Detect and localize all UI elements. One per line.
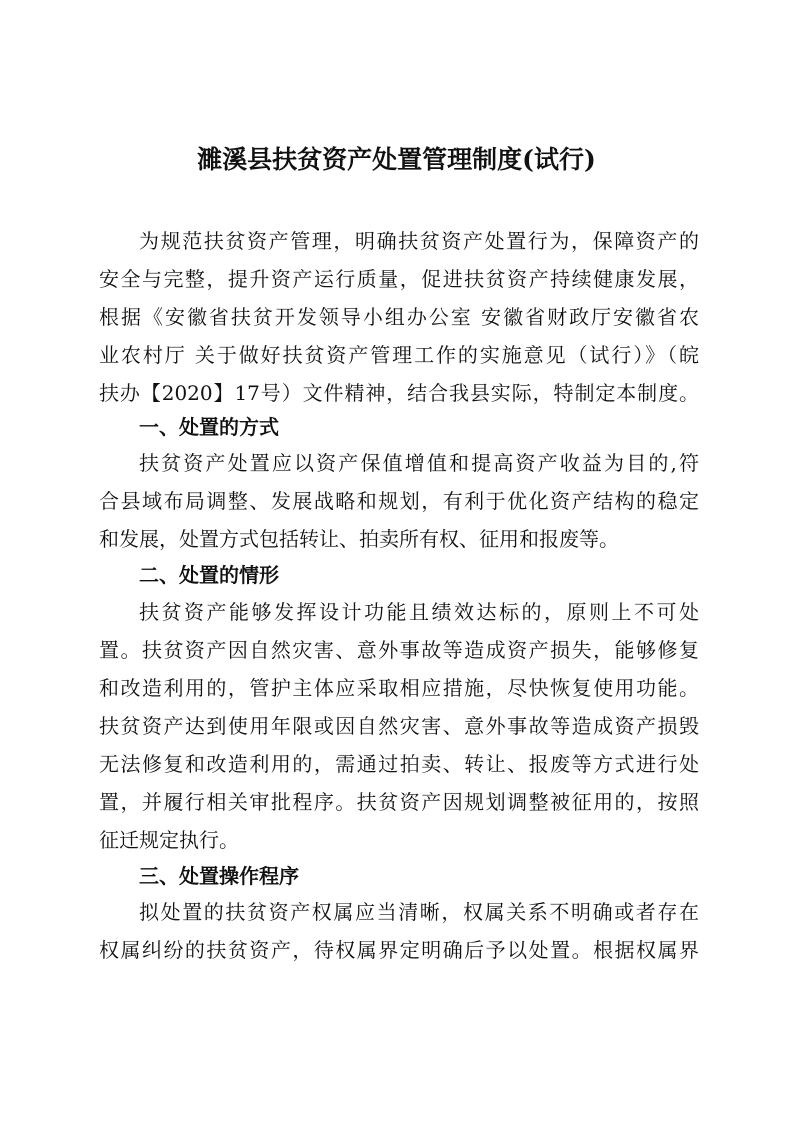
document-title: 濉溪县扶贫资产处置管理制度(试行) [197, 145, 596, 174]
intro-line: 业农村厅 关于做好扶贫资产管理工作的实施意见（试行）》（皖 [99, 343, 699, 367]
paragraph-line: 权属纠纷的扶贫资产，待权属界定明确后予以处置。根据权属界 [99, 938, 699, 962]
intro-line: 根据《安徽省扶贫开发领导小组办公室 安徽省财政厅安徽省农 [99, 305, 699, 329]
paragraph-line: 和发展，处置方式包括转让、拍卖所有权、征用和报废等。 [99, 527, 619, 551]
paragraph-line: 扶贫资产处置应以资产保值增值和提高资产收益为目的,符 [139, 451, 699, 475]
paragraph-line: 无法修复和改造利用的，需通过拍卖、转让、报废等方式进行处 [99, 752, 699, 776]
intro-line: 为规范扶贫资产管理，明确扶贫资产处置行为，保障资产的 [139, 229, 699, 253]
paragraph-line: 拟处置的扶贫资产权属应当清晰，权属关系不明确或者存在 [139, 900, 699, 924]
paragraph-line: 置。扶贫资产因自然灾害、意外事故等造成资产损失，能够修复 [99, 638, 699, 662]
section-heading: 三、处置操作程序 [139, 864, 299, 888]
paragraph-line: 征迁规定执行。 [99, 828, 239, 852]
paragraph-line: 扶贫资产达到使用年限或因自然灾害、意外事故等造成资产损毁 [99, 714, 699, 738]
section-heading: 二、处置的情形 [139, 563, 279, 587]
intro-line: 扶办【2020】17号）文件精神，结合我县实际，特制定本制度。 [99, 381, 699, 405]
section-heading: 一、处置的方式 [139, 415, 279, 439]
paragraph-line: 置，并履行相关审批程序。扶贫资产因规划调整被征用的，按照 [99, 790, 699, 814]
intro-line: 安全与完整，提升资产运行质量，促进扶贫资产持续健康发展， [99, 267, 699, 291]
paragraph-line: 合县域布局调整、发展战略和规划，有利于优化资产结构的稳定 [99, 489, 699, 513]
paragraph-line: 扶贫资产能够发挥设计功能且绩效达标的，原则上不可处 [139, 600, 699, 624]
paragraph-line: 和改造利用的，管护主体应采取相应措施，尽快恢复使用功能。 [99, 676, 699, 700]
